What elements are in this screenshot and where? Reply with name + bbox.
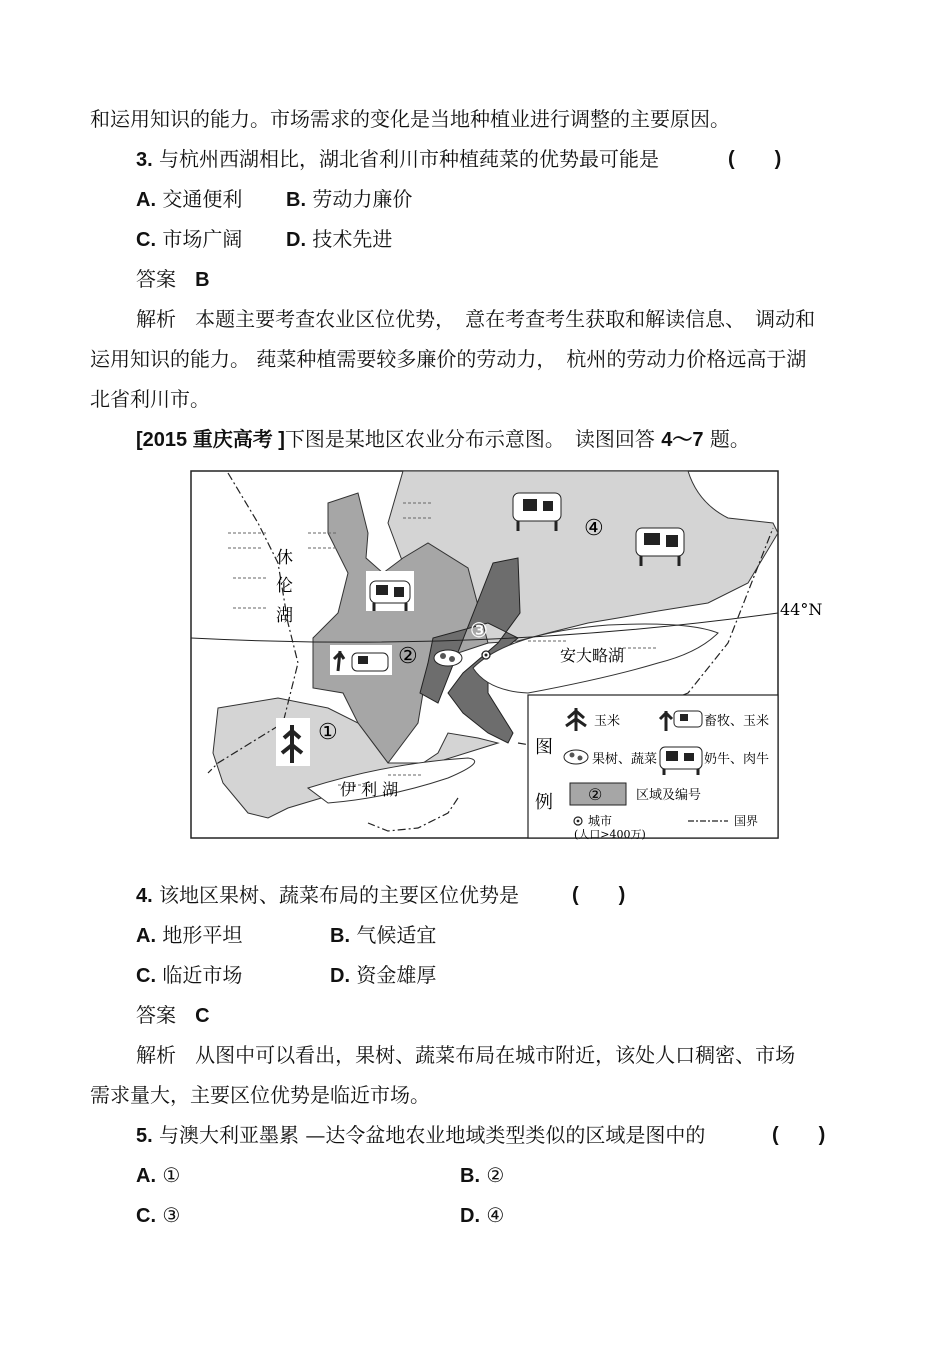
option-d: D. 技术先进 — [286, 227, 393, 251]
region-label-3: ③ — [470, 618, 488, 642]
question-stem: 与澳大利亚墨累 —达令盆地农业地域类型类似的区域是图中的 — [159, 1123, 706, 1147]
corn-icon — [276, 718, 310, 766]
analysis-line: 北省利川市。 — [90, 387, 210, 411]
legend-corn: 玉米 — [594, 714, 621, 729]
option-b: B. 气候适宜 — [330, 923, 437, 947]
livestock-corn-icon — [330, 645, 392, 675]
question-5 — [136, 1122, 705, 1149]
option-a: A. 交通便利 — [136, 187, 243, 211]
section-intro: [2015 重庆高考 ]下图是某地区农业分布示意图。 读图回答 4～7 题。 — [136, 427, 750, 451]
question-number: 3. — [136, 149, 153, 171]
option-d: D. 资金雄厚 — [330, 963, 437, 987]
legend-livestock-corn: 畜牧、玉米 — [704, 714, 770, 729]
option-a: A. 地形平坦 — [136, 923, 243, 947]
legend-dairy-beef: 奶牛、肉牛 — [704, 752, 770, 767]
fruit-vegetable-icon — [564, 750, 588, 764]
question-number: 4. — [136, 885, 153, 907]
option-b: B. ② — [460, 1163, 505, 1187]
option-a: A. ① — [136, 1163, 181, 1187]
analysis-line: 需求量大，主要区位优势是临近市场。 — [90, 1083, 430, 1107]
option-b: B. 劳动力廉价 — [286, 187, 413, 211]
lake-huron-label: 伦 — [276, 576, 293, 596]
answer-paren: ( ) — [572, 884, 626, 906]
legend-title: 图 — [535, 737, 553, 758]
fruit-vegetable-icon — [434, 650, 462, 666]
question-4 — [136, 882, 519, 909]
legend-city-note: (人口>400万) — [574, 828, 646, 841]
analysis-line: 解析 从图中可以看出，果树、蔬菜布局在城市附近，该处人口稠密、市场 — [136, 1043, 796, 1067]
question-stem: 该地区果树、蔬菜布局的主要区位优势是 — [159, 883, 520, 907]
option-d: D. ④ — [460, 1203, 505, 1227]
analysis-line: 运用知识的能力。 莼菜种植需要较多廉价的劳动力， 杭州的劳动力价格远高于湖 — [90, 347, 807, 371]
answer-line: 答案 C — [136, 1003, 210, 1027]
legend-border: 国界 — [734, 814, 759, 828]
question-number: 5. — [136, 1125, 153, 1147]
region-label-2: ② — [398, 644, 418, 669]
lake-erie-label: 伊 利 湖 — [340, 780, 399, 799]
question-stem: 与杭州西湖相比，湖北省利川市种植莼菜的优势最可能是 — [159, 147, 660, 171]
legend-region-sample: ② — [588, 785, 603, 804]
legend-title: 例 — [535, 792, 553, 813]
legend-region: 区域及编号 — [636, 788, 702, 803]
analysis-line: 解析 本题主要考查农业区位优势， 意在考查考生获取和解读信息、 调动和 — [136, 307, 816, 331]
option-c: C. ③ — [136, 1203, 181, 1227]
lake-huron-label: 湖 — [276, 606, 293, 626]
paragraph-text: 和运用知识的能力。市场需求的变化是当地种植业进行调整的主要原因。 — [90, 107, 730, 131]
region-label-1: ① — [318, 720, 338, 745]
answer-line: 答案 B — [136, 267, 210, 291]
legend-city: 城市 — [588, 814, 613, 828]
dairy-cow-icon — [366, 571, 414, 611]
legend-fruit-veg: 果树、蔬菜 — [592, 752, 658, 767]
option-c: C. 临近市场 — [136, 963, 243, 987]
exam-source: [2015 重庆高考 ] — [136, 429, 285, 451]
agriculture-map — [188, 463, 833, 863]
answer-paren: ( ) — [728, 148, 782, 170]
option-c: C. 市场广阔 — [136, 227, 243, 251]
latitude-label: 44°N — [780, 600, 823, 619]
answer-paren: ( ) — [772, 1124, 826, 1146]
region-label-4: ④ — [584, 516, 604, 541]
question-3 — [136, 146, 659, 173]
lake-huron-label: 休 — [276, 548, 293, 568]
lake-ontario-label: 安大略湖 — [560, 646, 625, 665]
